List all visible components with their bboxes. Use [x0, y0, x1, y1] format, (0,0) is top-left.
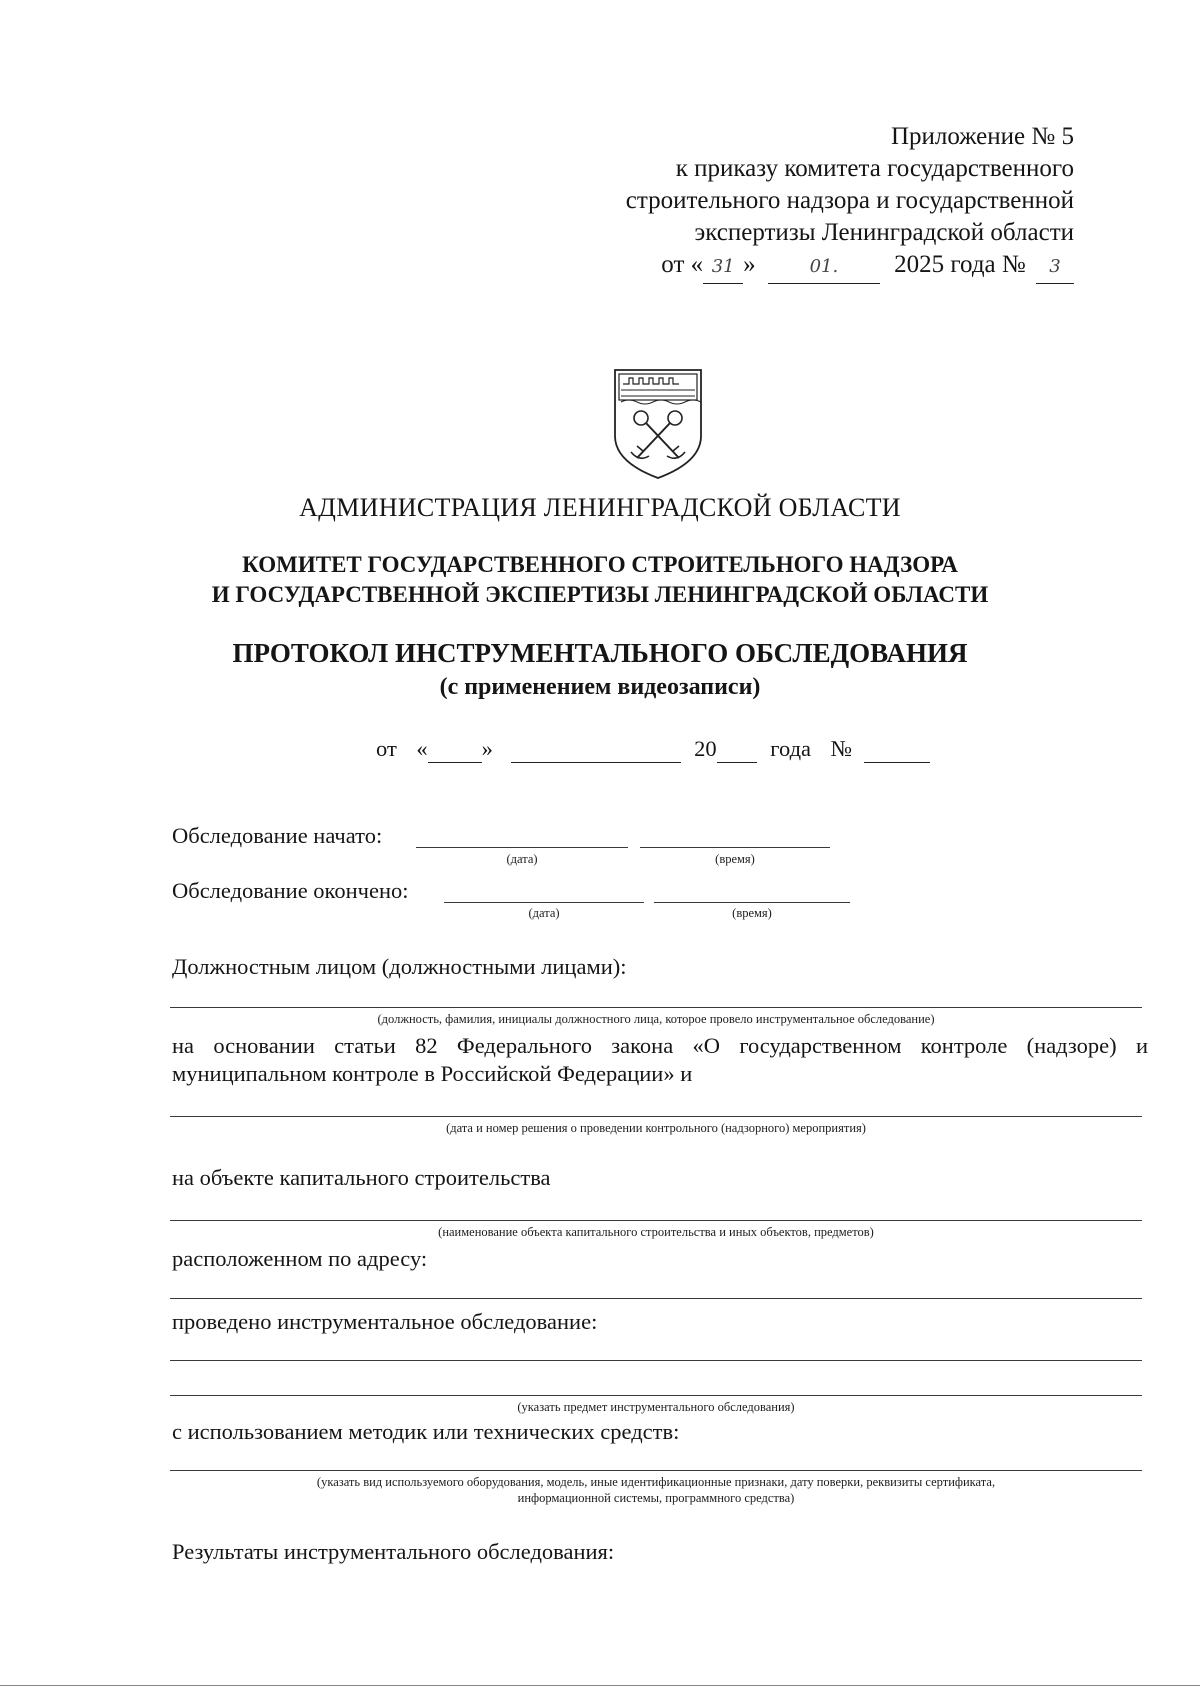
decision-field[interactable] — [170, 1116, 1142, 1117]
started-date-caption: (дата) — [506, 852, 538, 866]
started-label: Обследование начато: — [172, 823, 383, 848]
date-month-field[interactable] — [511, 736, 681, 763]
equipment-field[interactable] — [170, 1470, 1142, 1471]
officials-label: Должностным лицом (должностными лицами): — [172, 954, 627, 979]
started-time-caption: (время) — [715, 852, 755, 866]
date-open-quote: « — [416, 736, 428, 761]
appendix-number-handwritten: 3 — [1036, 251, 1074, 284]
appendix-line-3: строительного надзора и государственной — [625, 187, 1074, 214]
started-date-field[interactable] — [416, 847, 628, 848]
object-caption: (наименование объекта капитального строительства и иных объектов, предметов) — [438, 1225, 874, 1239]
ended-time-caption: (время) — [732, 906, 772, 920]
appendix-line-4: экспертизы Ленинградской области — [694, 219, 1074, 246]
subject-field-1[interactable] — [170, 1360, 1142, 1361]
address-field[interactable] — [170, 1298, 1142, 1299]
committee-title — [0, 550, 1200, 610]
appendix-line-2: к приказу комитета государственного — [675, 155, 1074, 182]
protocol-title-main: ПРОТОКОЛ ИНСТРУМЕНТАЛЬНОГО ОБСЛЕДОВАНИЯ — [232, 638, 968, 668]
date-number-sign: № — [830, 736, 853, 761]
ended-label: Обследование окончено: — [172, 878, 409, 903]
committee-title-line-2: И ГОСУДАРСТВЕННОЙ ЭКСПЕРТИЗЫ ЛЕНИНГРАДСКОЙ ОБЛАСТИ — [211, 582, 989, 607]
page-bottom-divider — [0, 1685, 1200, 1686]
date-from: от — [376, 736, 397, 761]
date-close-quote: » — [481, 736, 493, 761]
conducted-label: проведено инструментальное обследование: — [172, 1309, 598, 1334]
appendix-day-handwritten: 31 — [703, 251, 743, 284]
date-year-field[interactable] — [717, 736, 757, 763]
equipment-caption-line-1: (указать вид используемого оборудования, модель, иные идентификационные признаки, дату поверки, реквизиты сертификата, — [316, 1475, 996, 1489]
results-label: Результаты инструментального обследования: — [172, 1539, 615, 1564]
coat-of-arms-icon — [611, 366, 705, 480]
committee-title-line-1: КОМИТЕТ ГОСУДАРСТВЕННОГО СТРОИТЕЛЬНОГО НАДЗОРА — [242, 552, 958, 577]
officials-field[interactable] — [170, 1007, 1142, 1008]
decision-caption: (дата и номер решения о проведении контрольного (надзорного) мероприятия) — [446, 1121, 866, 1135]
officials-caption: (должность, фамилия, инициалы должностного лица, которое провело инструментальное обследование) — [377, 1012, 935, 1026]
protocol-date-line — [376, 736, 930, 763]
protocol-title — [0, 636, 1200, 704]
basis-paragraph: на основании статьи 82 Федерального закона «О государственном контроле (надзоре) и муниципальном контроле в Российской Федерации» и — [172, 1033, 1148, 1086]
date-century: 20 — [694, 736, 717, 761]
object-field[interactable] — [170, 1220, 1142, 1221]
subject-field-2[interactable] — [170, 1395, 1142, 1396]
subject-caption: (указать предмет инструментального обследования) — [517, 1400, 795, 1414]
ended-time-field[interactable] — [654, 902, 850, 903]
protocol-subtitle: (с применением видеозаписи) — [439, 674, 761, 700]
appendix-from: от « — [661, 251, 704, 278]
appendix-title: Приложение № 5 — [890, 123, 1074, 150]
appendix-month-handwritten: 01. — [768, 251, 880, 284]
appendix-year: 2025 года № — [894, 251, 1026, 278]
appendix-quote-close: » — [743, 251, 756, 278]
methods-label: с использованием методик или технических средств: — [172, 1419, 680, 1444]
address-label: расположенном по адресу: — [172, 1246, 428, 1271]
date-number-field[interactable] — [864, 736, 930, 763]
ended-date-caption: (дата) — [528, 906, 560, 920]
equipment-caption-line-2: информационной системы, программного средства) — [517, 1491, 795, 1505]
appendix-date-line — [626, 249, 1074, 284]
appendix-block — [626, 121, 1074, 284]
object-label: на объекте капитального строительства — [172, 1165, 551, 1190]
date-year-word: года — [770, 736, 812, 761]
ended-date-field[interactable] — [444, 902, 644, 903]
started-time-field[interactable] — [640, 847, 830, 848]
administration-title: АДМИНИСТРАЦИЯ ЛЕНИНГРАДСКОЙ ОБЛАСТИ — [299, 493, 901, 522]
date-day-field[interactable] — [428, 736, 482, 763]
